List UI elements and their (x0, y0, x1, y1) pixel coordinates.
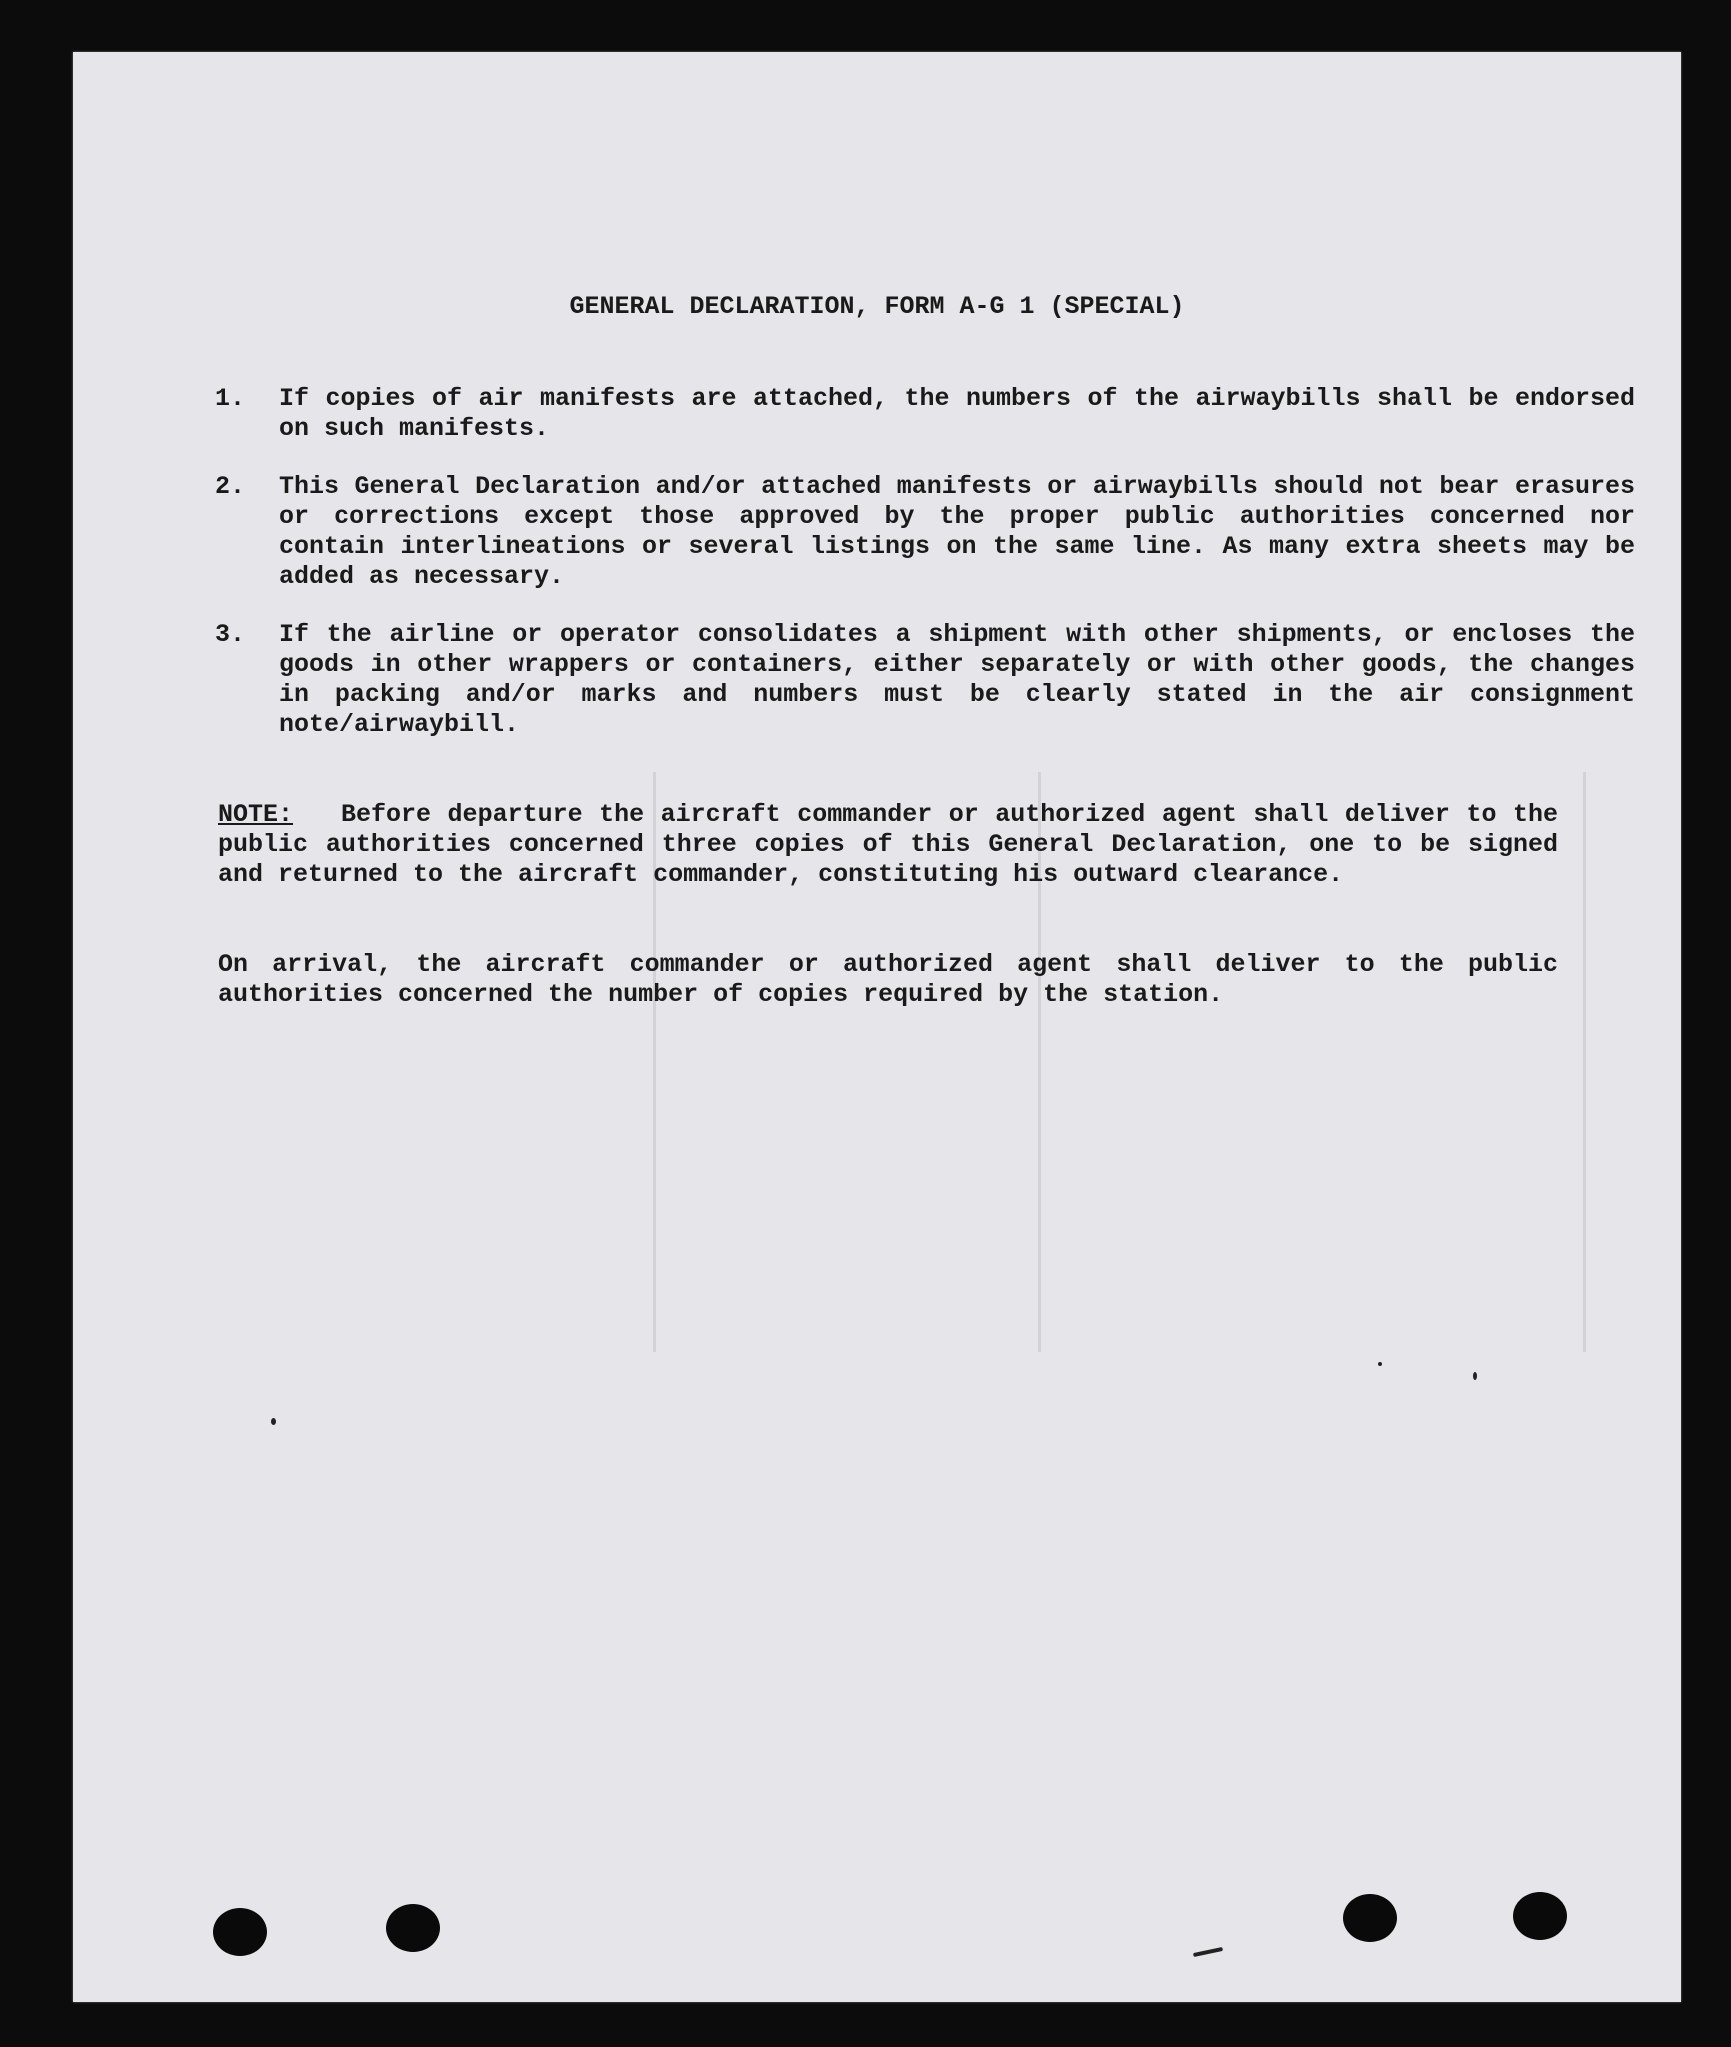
punch-hole (1513, 1892, 1567, 1940)
note-label: NOTE: (218, 800, 294, 829)
instruction-item (215, 384, 1635, 444)
arrival-text: On arrival, the aircraft commander or authorized agent shall deliver to the public authorities concerned the number of copies required by the station. (218, 950, 1558, 1009)
punch-hole (386, 1904, 440, 1952)
speck (1473, 1372, 1477, 1380)
item-number: 1. (215, 384, 246, 413)
item-number: 2. (215, 472, 246, 501)
speck (271, 1418, 276, 1425)
page-title: GENERAL DECLARATION, FORM A-G 1 (SPECIAL) (569, 292, 1185, 321)
arrival-paragraph (218, 950, 1558, 1010)
instruction-item (215, 620, 1635, 740)
speck (1193, 1947, 1223, 1957)
bleed-through-rule (1583, 772, 1586, 1352)
item-text: This General Declaration and/or attached manifests or airwaybills should not bear erasures or corrections except those approved by the proper public authorities concerned nor contain interlineations or several listings on the same line. As many extra sheets may be added as necessary. (279, 472, 1635, 591)
item-text: If the airline or operator consolidates a shipment with other shipments, or encloses the goods in other wrappers or containers, either separately or with other goods, the changes in packing and/or marks and numbers must be clearly stated in the air consignment note/airwaybill. (279, 620, 1635, 739)
item-number: 3. (215, 620, 246, 649)
speck (1378, 1362, 1382, 1366)
instruction-item (215, 472, 1635, 592)
note-text: Before departure the aircraft commander or authorized agent shall deliver to the public authorities concerned three copies of this General Declaration, one to be signed and returned to the aircraft commander, constituting his outward clearance. (218, 800, 1558, 889)
punch-hole (213, 1908, 267, 1956)
item-text: If copies of air manifests are attached, the numbers of the airwaybills shall be endorsed on such manifests. (279, 384, 1635, 443)
punch-hole (1343, 1894, 1397, 1942)
document-page (73, 52, 1681, 2002)
note-paragraph (218, 800, 1558, 890)
